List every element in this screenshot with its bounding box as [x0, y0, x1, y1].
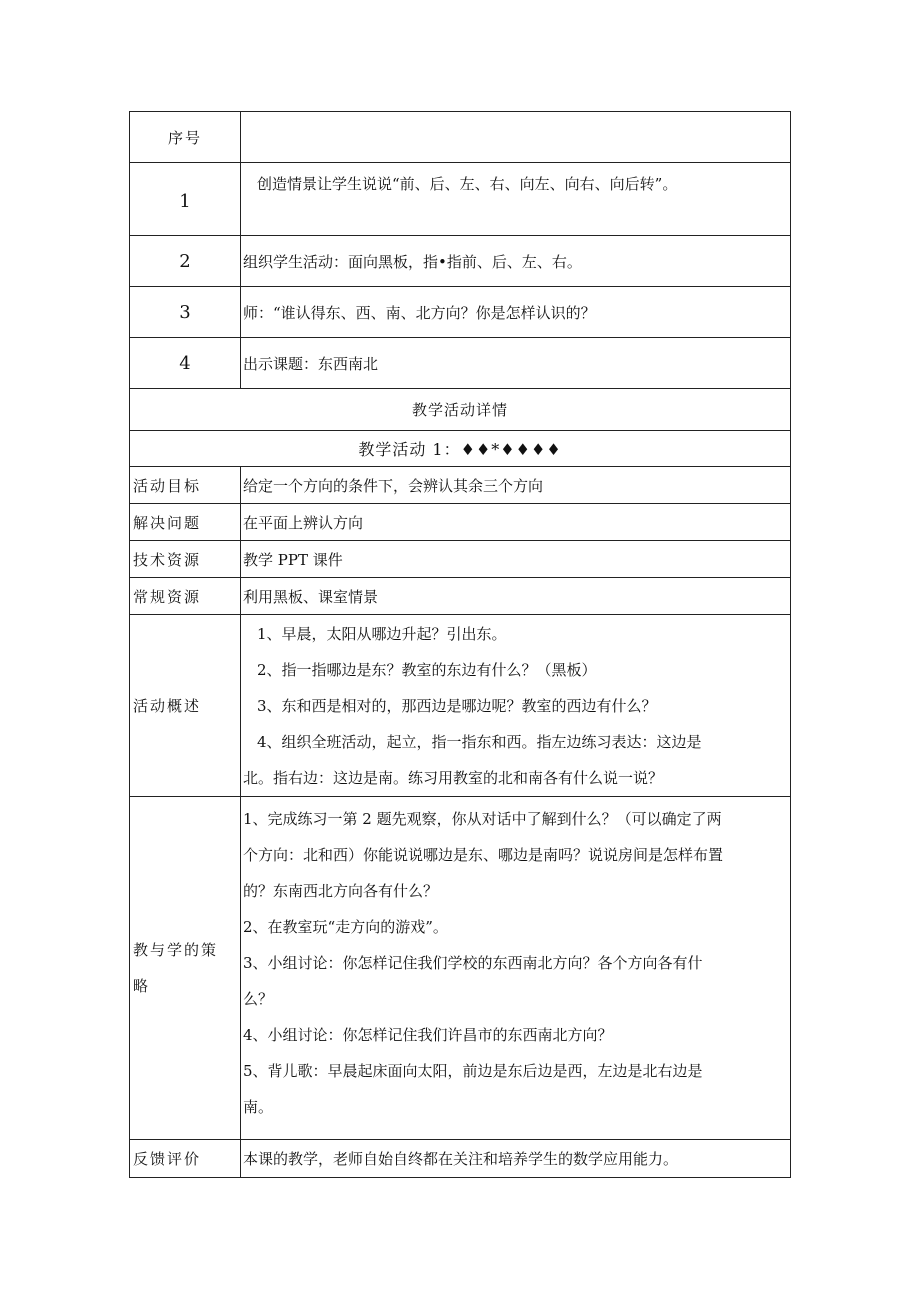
step-number: 4: [130, 338, 241, 389]
lesson-table: [129, 111, 791, 1178]
regular-row: [130, 578, 791, 615]
goal-label: 活动目标: [130, 467, 241, 504]
feedback-label: 反馈评价: [130, 1140, 241, 1178]
overview-label: 活动概述: [130, 615, 241, 797]
step-text: 创造情景让学生说说“前、后、左、右、向左、向右、向后转”。: [241, 163, 791, 236]
strategy-line: 么？: [243, 990, 274, 1008]
overview-line: 2、指一指哪边是东？教室的东边有什么？（黑板）: [257, 660, 597, 679]
strategy-line: 2、在教室玩“走方向的游戏”。: [243, 918, 448, 936]
header-row: [130, 112, 791, 163]
step-row: [130, 287, 791, 338]
regular-label: 常规资源: [130, 578, 241, 615]
strategy-line: 5、背儿歌：早晨起床面向太阳，前边是东后边是西，左边是北右边是: [243, 1062, 703, 1080]
step-number: 2: [130, 236, 241, 287]
strategy-line: 个方向：北和西）你能说说哪边是东、哪边是南吗？说说房间是怎样布置: [243, 846, 724, 864]
section-title: 教学活动详情: [130, 389, 791, 431]
strategy-label: [130, 797, 241, 1140]
overview-line: 4、组织全班活动，起立，指一指东和西。指左边练习表达：这边是: [257, 732, 702, 751]
problem-value: 在平面上辨认方向: [241, 504, 791, 541]
strategy-row: [130, 797, 791, 1140]
step-row: [130, 163, 791, 236]
step-text: 师：“谁认得东、西、南、北方向？你是怎样认识的？: [241, 287, 791, 338]
strategy-label-line1: 教与学的策: [133, 941, 219, 959]
tech-label: 技术资源: [130, 541, 241, 578]
section-title-row: [130, 389, 791, 431]
strategy-line: 南。: [243, 1098, 274, 1116]
step-row: [130, 338, 791, 389]
tech-row: [130, 541, 791, 578]
strategy-line: 1、完成练习一第 2 题先观察，你从对话中了解到什么？（可以确定了两: [243, 810, 722, 828]
step-number: 3: [130, 287, 241, 338]
overview-row: [130, 615, 791, 797]
strategy-content: [241, 797, 791, 1140]
header-sequence: 序号: [130, 112, 241, 163]
strategy-line: 的？东南西北方向各有什么？: [243, 882, 439, 900]
feedback-value: 本课的教学，老师自始自终都在关注和培养学生的数学应用能力。: [241, 1140, 791, 1178]
overview-line: 1、早晨，太阳从哪边升起？引出东。: [257, 624, 507, 643]
tech-value: 教学 PPT 课件: [241, 541, 791, 578]
strategy-line: 3、小组讨论：你怎样记住我们学校的东西南北方向？各个方向各有什: [243, 954, 703, 972]
strategy-label-line2: 略: [133, 977, 151, 995]
overview-line: 3、东和西是相对的，那西边是哪边呢？教室的西边有什么？: [257, 696, 657, 715]
feedback-row: [130, 1140, 791, 1178]
overview-content: [241, 615, 791, 797]
strategy-line: 4、小组讨论：你怎样记住我们许昌市的东西南北方向？: [243, 1026, 613, 1044]
step-row: [130, 236, 791, 287]
regular-value: 利用黑板、课室情景: [241, 578, 791, 615]
step-number: 1: [130, 163, 241, 236]
goal-value: 给定一个方向的条件下，会辨认其余三个方向: [241, 467, 791, 504]
activity-title: 教学活动 1：♦♦*♦♦♦♦: [130, 431, 791, 467]
header-content: [241, 112, 791, 163]
overview-line: 北。指右边：这边是南。练习用教室的北和南各有什么说一说？: [243, 768, 664, 787]
goal-row: [130, 467, 791, 504]
step-text: 出示课题：东西南北: [241, 338, 791, 389]
step-text: 组织学生活动：面向黑板，指•指前、后、左、右。: [241, 236, 791, 287]
activity-title-row: [130, 431, 791, 467]
problem-label: 解决问题: [130, 504, 241, 541]
problem-row: [130, 504, 791, 541]
